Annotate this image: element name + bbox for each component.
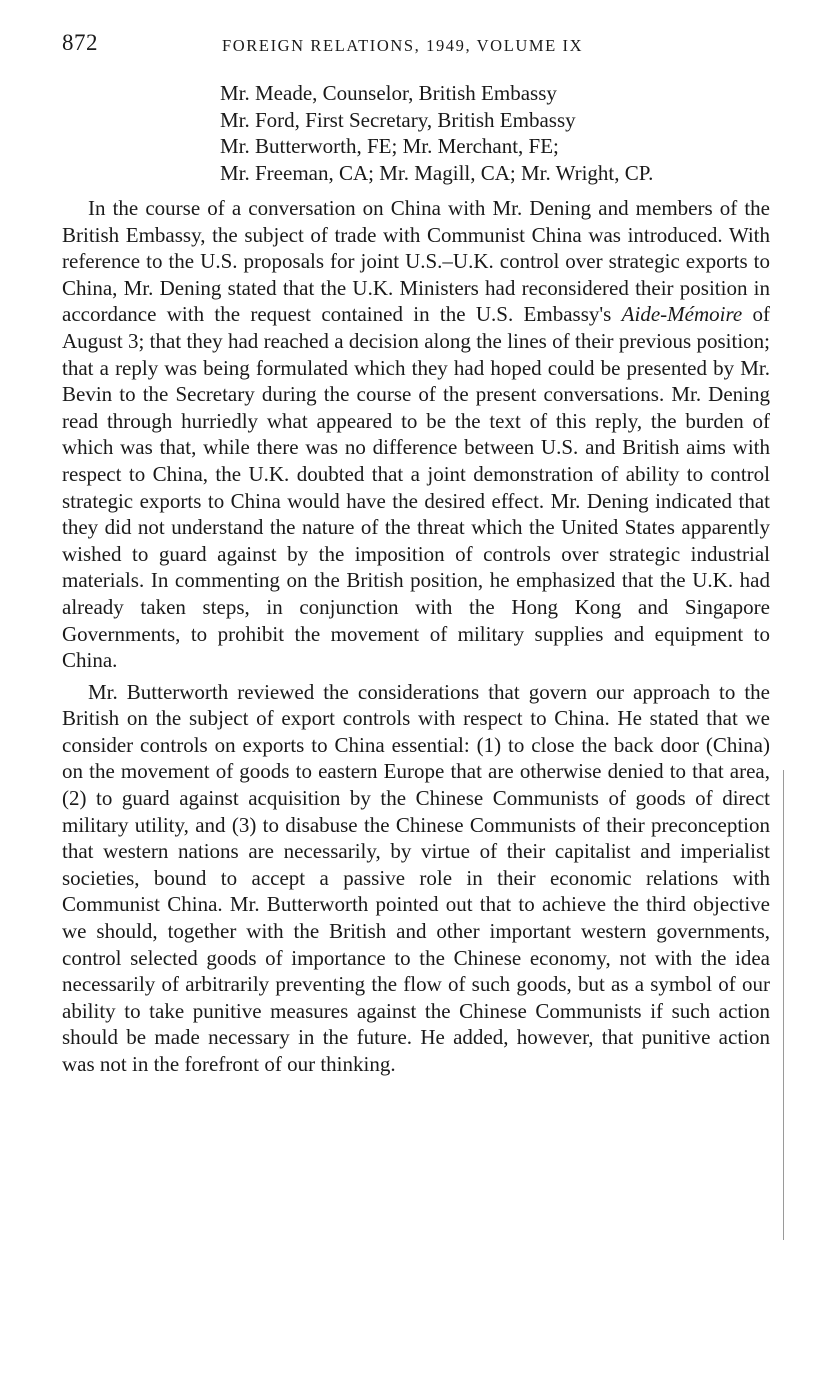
participant-line: Mr. Meade, Counselor, British Embassy (220, 81, 557, 105)
page-number: 872 (62, 30, 98, 55)
paragraph-text: In the course of a conversation on China with Mr. Dening and members of the British Embassy, the subject of trade with Communist China was introduced. With reference to the U.S. proposals for joint U.S.–U.K. control over strategic exports to China, Mr. Dening stated that the U.K. Ministers had reconsidered their position in accordance with the request contained in the U.S. Embassy's (62, 196, 770, 327)
participant-line: Mr. Ford, First Secretary, British Embassy (220, 107, 576, 132)
paragraph-butterworth-review: Mr. Butterworth reviewed the considerations that govern our approach to the British on the subject of export controls with respect to China. He stated that we consider controls on exports to China essential: (1) to close the back door (China) on the movement of goods to eastern Europe that are otherwise denied to that area, (2) to guard against acquisition by the Chinese Communists of goods of direct military utility, and (3) to disabuse the Chinese Communists of their preconception that western nations are necessarily, by virtue of their capitalist and imperialist societies, bound to accept a passive role in their economic relations with Communist China. Mr. Butterworth pointed out that to achieve the third objective we should, together with the British and other important western governments, control selected goods of importance to the Chinese economy, not with the idea necessarily of arbitrarily preventing the flow of such goods, but as a symbol of our ability to take punitive measures against the Chinese Communists if such action should be made necessary in the future. He added, however, that punitive action was not in the forefront of our thinking. (62, 679, 770, 1076)
margin-scan-mark (779, 770, 784, 1240)
page-header (62, 30, 772, 62)
participants-list (220, 80, 780, 186)
participant-line: Mr. Butterworth, FE; Mr. Merchant, FE; (220, 134, 559, 158)
participant-line: Mr. Freeman, CA; Mr. Magill, CA; Mr. Wright, CP. (220, 160, 654, 185)
paragraph-dening-conversation (62, 195, 770, 674)
italic-term-aide-memoire: Aide-Mémoire (621, 302, 743, 327)
paragraph-text: of August 3; that they had reached a decision along the lines of their previous position; that a reply was being formulated which they had hoped could be presented by Mr. Bevin to the Secretary during the course of the present conversations. Mr. Dening read through hurriedly what appeared to be the text of this reply, the burden of which was that, while there was no difference between U.S. and British aims with respect to China, the U.K. doubted that a joint demonstration of ability to control strategic exports to China would have the desired effect. Mr. Dening indicated that they did not understand the nature of the threat which the United States apparently wished to guard against by the imposition of controls over strategic industrial materials. In commenting on the British position, he emphasized that the U.K. had already taken steps, in conjunction with the Hong Kong and Singapore Governments, to prohibit the movement of military supplies and equipment to China. (62, 302, 770, 673)
memorandum-body (62, 195, 770, 1078)
running-head: FOREIGN RELATIONS, 1949, VOLUME IX (222, 36, 584, 55)
